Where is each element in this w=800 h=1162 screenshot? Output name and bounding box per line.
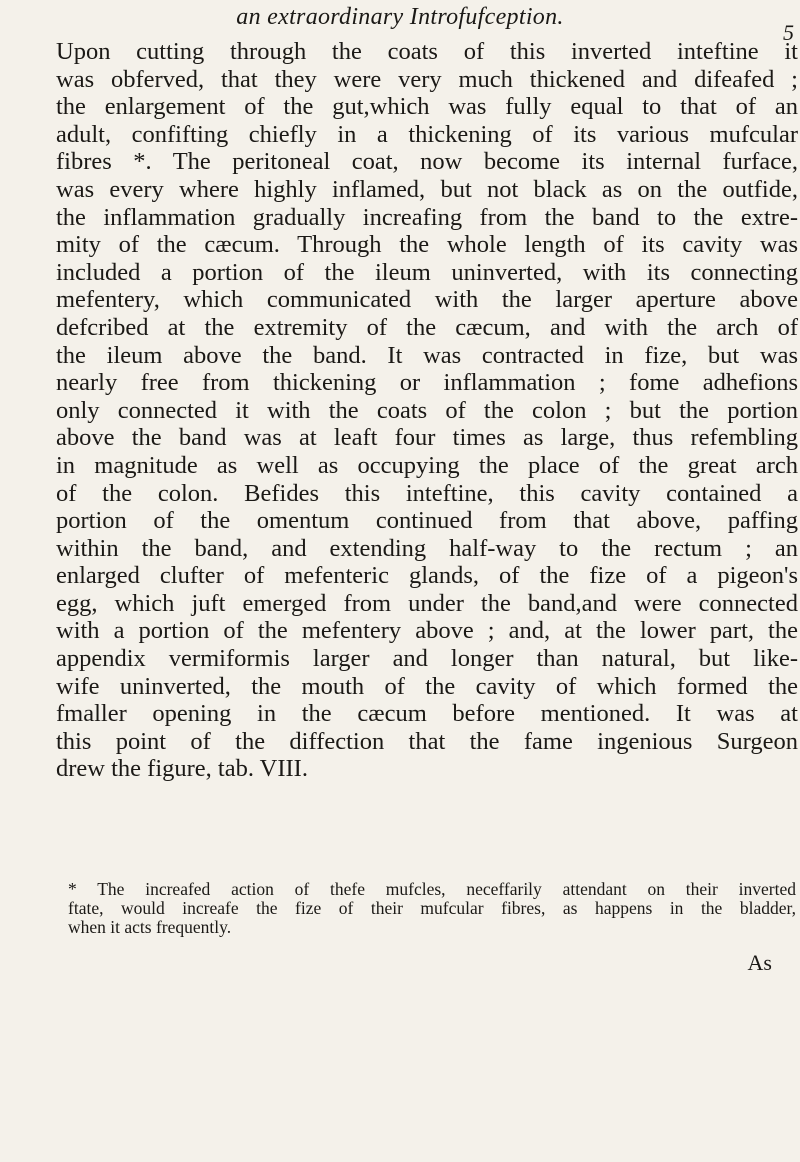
- text-line: the ileum above the band. It was contracted in fize, but was: [56, 341, 798, 369]
- text-line: of the colon. Befides this inteftine, this cavity contained a: [56, 479, 798, 507]
- text-line: was every where highly inflamed, but not black as on the outfide,: [56, 175, 798, 203]
- text-line: appendix vermiformis larger and longer than natural, but like-: [56, 645, 798, 673]
- body-text: [56, 38, 798, 783]
- text-line: wife uninverted, the mouth of the cavity of which formed the: [56, 672, 798, 700]
- text-line: fibres *. The peritoneal coat, now become its internal furface,: [56, 148, 798, 176]
- text-line: above the band was at leaft four times as large, thus refembling: [56, 424, 798, 452]
- footnote-line: * The increafed action of thefe mufcles, neceffarily attendant on their inverted: [68, 879, 796, 899]
- catchword: As: [747, 950, 772, 975]
- page-number: 5: [783, 20, 794, 45]
- footnote: [68, 880, 796, 937]
- text-line: nearly free from thickening or inflammation ; fome adhefions: [56, 369, 798, 397]
- text-line: in magnitude as well as occupying the place of the great arch: [56, 451, 798, 479]
- text-line: drew the figure, tab. VIII.: [56, 755, 308, 783]
- text-line: with a portion of the mefentery above ; and, at the lower part, the: [56, 617, 798, 645]
- text-line: mefentery, which communicated with the larger aperture above: [56, 286, 798, 314]
- text-line: enlarged clufter of mefenteric glands, of the fize of a pigeon's: [56, 562, 798, 590]
- running-head: an extraordinary Introfufception.: [236, 4, 564, 30]
- text-line: the inflammation gradually increafing from the band to the extre-: [56, 203, 798, 231]
- text-line: fmaller opening in the cæcum before mentioned. It was at: [56, 700, 798, 728]
- text-line: this point of the diffection that the fame ingenious Surgeon: [56, 727, 798, 755]
- text-line: portion of the omentum continued from that above, paffing: [56, 507, 798, 535]
- text-line: adult, confifting chiefly in a thickening of its various mufcular: [56, 120, 798, 148]
- text-line: only connected it with the coats of the colon ; but the portion: [56, 396, 798, 424]
- text-line: defcribed at the extremity of the cæcum, and with the arch of: [56, 313, 798, 341]
- footnote-line: ftate, would increafe the fize of their mufcular fibres, as happens in the bladder,: [68, 898, 796, 918]
- text-line: was obferved, that they were very much thickened and difeafed ;: [56, 65, 798, 93]
- text-line: within the band, and extending half-way to the rectum ; an: [56, 534, 798, 562]
- text-line: Upon cutting through the coats of this inverted inteftine it: [56, 38, 798, 65]
- footnote-line: when it acts frequently.: [68, 917, 232, 937]
- text-line: the enlargement of the gut,which was fully equal to that of an: [56, 93, 798, 121]
- text-line: mity of the cæcum. Through the whole length of its cavity was: [56, 231, 798, 259]
- text-line: egg, which juft emerged from under the band,and were connected: [56, 589, 798, 617]
- text-line: included a portion of the ileum uninverted, with its connecting: [56, 258, 798, 286]
